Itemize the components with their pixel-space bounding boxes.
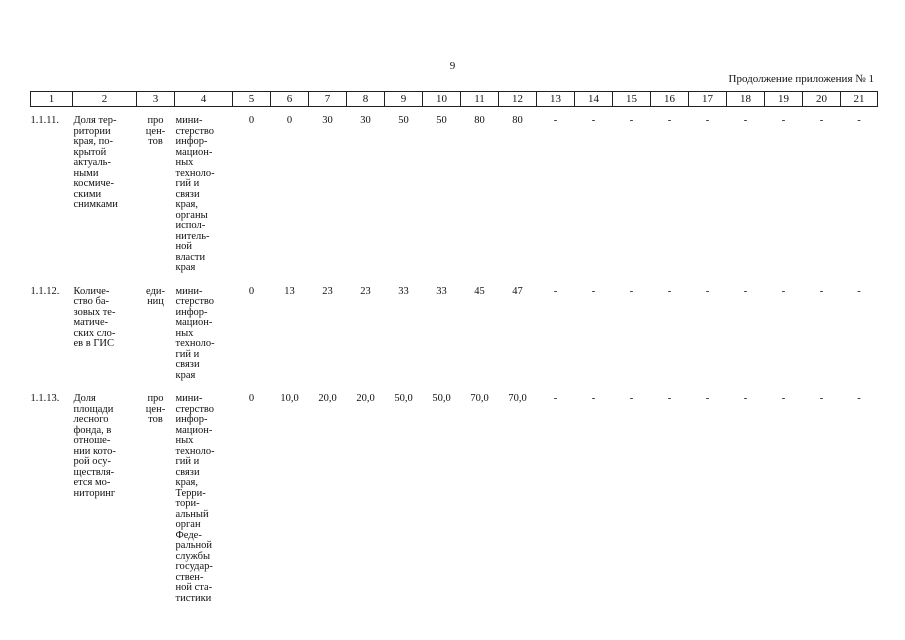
column-header: 9 [385,92,423,107]
indicator-value: 47 [512,285,523,297]
column-header: 6 [271,92,309,107]
responsible-executor: мини- стерство инфор- мацион- ных техноло- гий и связи края, Терри- тори- альный орган Феде- ральной службы государ- ствен- ной ста- тистики [175,393,215,604]
row-code: 1.1.13. [30,393,60,404]
indicator-value: 33 [398,285,409,297]
unit-of-measure: еди- ниц [146,285,165,307]
indicator-value: 13 [284,285,295,297]
column-header: 1 [31,92,73,107]
indicator-name: Доля площади лесного фонда, в отноше- нии кото- рой осу- ществля- ется мо- ниторинг [73,393,116,499]
column-header: 8 [347,92,385,107]
indicator-value: - [553,393,558,404]
indicator-value: - [629,285,634,297]
indicator-value: - [781,115,786,126]
column-header: 20 [803,92,841,107]
indicator-value: - [743,115,748,126]
indicator-value: - [705,393,710,404]
page-number: 9 [449,60,456,72]
indicator-value: 30 [322,115,333,126]
indicator-name: Количе- ство ба- зовых те- матиче- ских сло- ев в ГИС [73,285,116,349]
indicators-table [30,91,878,608]
indicator-value: 33 [436,285,447,297]
column-header: 17 [689,92,727,107]
column-header: 7 [309,92,347,107]
indicator-value: 20,0 [356,393,375,404]
indicator-value: 23 [360,285,371,297]
indicator-value: - [553,115,558,126]
indicator-value: - [705,115,710,126]
row-code: 1.1.11. [30,115,59,126]
indicator-value: - [667,285,672,297]
indicator-value: 23 [322,285,333,297]
table-row [31,278,878,386]
column-header: 10 [423,92,461,107]
column-header: 3 [137,92,175,107]
indicator-value: 70,0 [508,393,527,404]
indicator-value: 30 [360,115,371,126]
indicator-value: 50 [436,115,447,126]
column-header: 21 [841,92,878,107]
indicator-value: - [629,115,634,126]
indicator-value: - [819,393,824,404]
indicator-value: 45 [474,285,485,297]
indicator-value: 0 [248,393,255,404]
indicator-value: - [553,285,558,297]
column-header: 16 [651,92,689,107]
indicator-value: - [781,393,786,404]
indicator-value: 50,0 [432,393,451,404]
indicator-value: - [743,393,748,404]
column-header: 4 [175,92,233,107]
indicator-value: 50,0 [394,393,413,404]
indicator-value: - [629,393,634,404]
indicator-value: 70,0 [470,393,489,404]
indicator-value: 80 [512,115,523,126]
row-code: 1.1.12. [30,285,60,297]
table-row [31,385,878,608]
indicator-value: 0 [248,115,255,126]
indicator-value: - [857,393,861,404]
indicator-value: - [819,285,824,297]
column-header: 14 [575,92,613,107]
indicator-value: 20,0 [318,393,337,404]
column-header: 5 [233,92,271,107]
indicator-value: - [591,115,596,126]
unit-of-measure: про цен- тов [145,393,166,425]
responsible-executor: мини- стерство инфор- мацион- ных техноло- гий и связи края, органы испол- нитель- ной власти края [175,115,215,273]
column-header: 13 [537,92,575,107]
column-header: 18 [727,92,765,107]
indicator-value: 10,0 [280,393,299,404]
indicator-name: Доля тер- ритории края, по- крытой актуаль- ными космиче- скими снимками [73,115,118,210]
indicator-value: 0 [286,115,293,126]
indicator-value: - [591,285,596,297]
column-header: 15 [613,92,651,107]
indicator-value: - [591,393,596,404]
unit-of-measure: про цен- тов [145,115,166,147]
indicator-value: - [819,115,824,126]
header-row [31,92,878,107]
column-header: 11 [461,92,499,107]
responsible-executor: мини- стерство инфор- мацион- ных техноло- гий и связи края [175,285,215,381]
indicator-value: - [857,115,861,126]
indicator-value: 80 [474,115,485,126]
indicator-value: - [705,285,710,297]
indicator-value: 0 [248,285,255,297]
column-header: 12 [499,92,537,107]
column-header: 19 [765,92,803,107]
indicator-value: - [857,285,861,297]
indicator-value: - [743,285,748,297]
indicator-value: - [781,285,786,297]
appendix-continuation-label: Продолжение приложения № 1 [728,73,874,85]
column-header: 2 [73,92,137,107]
indicator-value: 50 [398,115,409,126]
indicator-value: - [667,115,672,126]
table-row [31,107,878,278]
indicator-value: - [667,393,672,404]
